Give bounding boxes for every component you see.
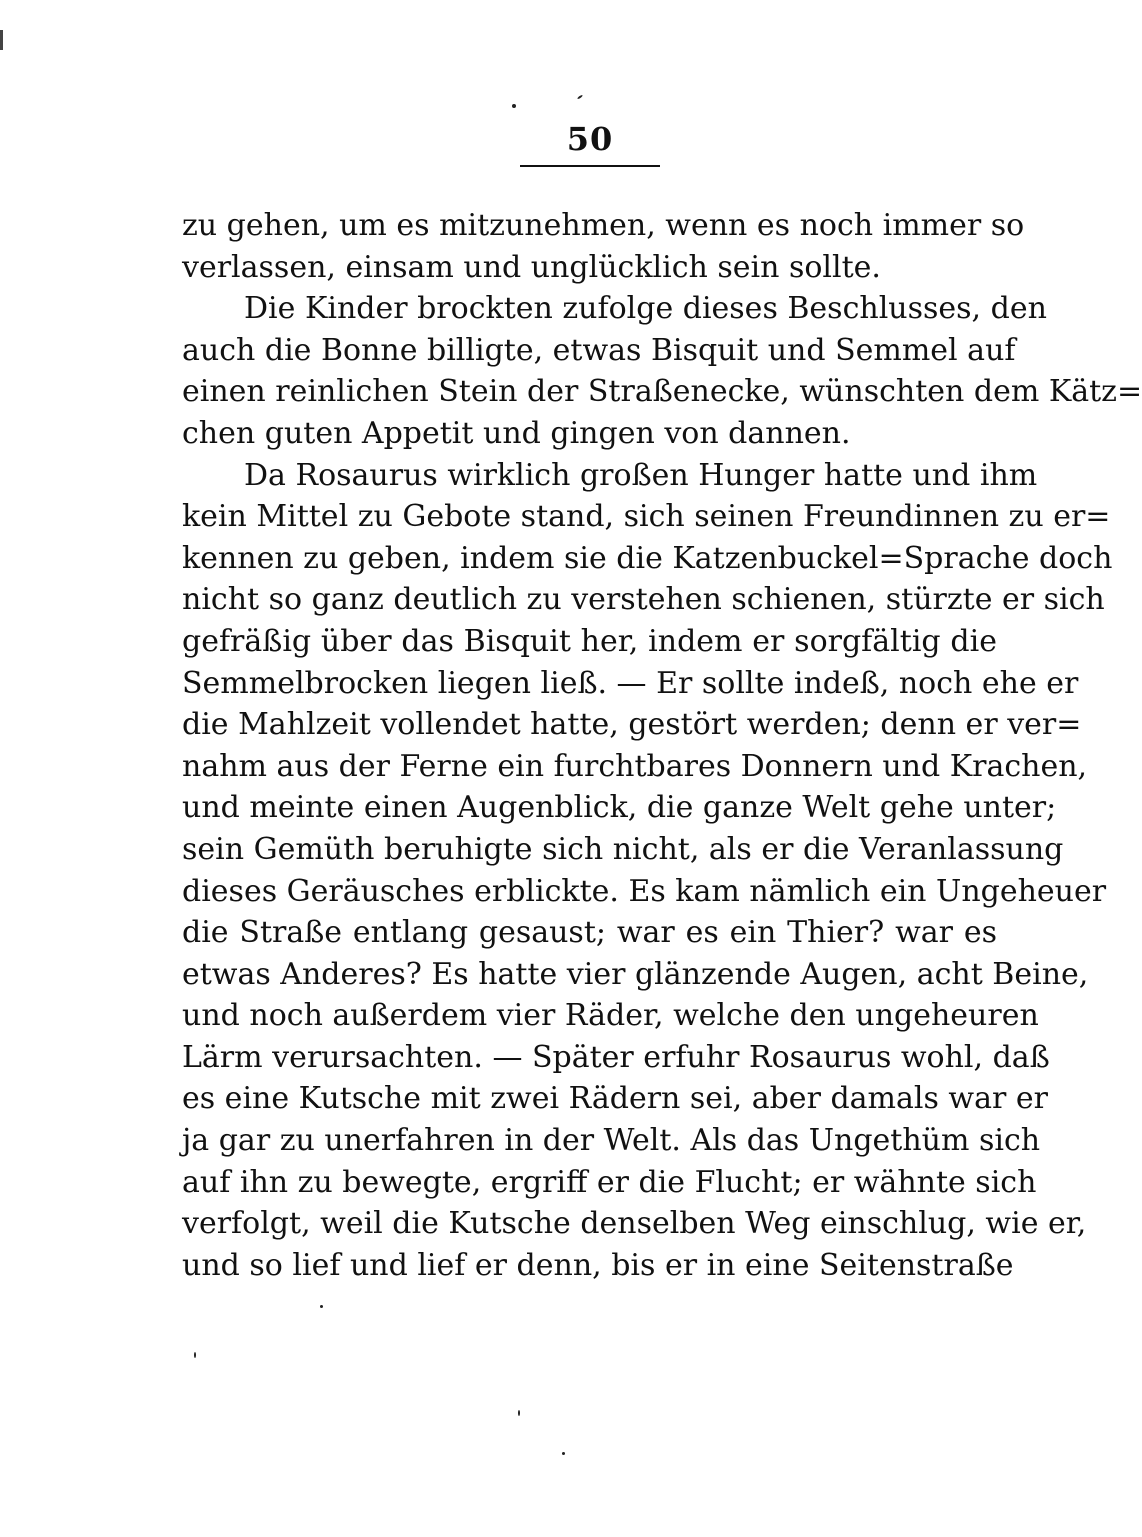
page-number-rule: [520, 165, 660, 167]
text-line: verlassen, einsam und unglücklich sein sollte.: [182, 249, 881, 285]
text-line: und meinte einen Augenblick, die ganze Welt gehe unter;: [182, 790, 1057, 826]
scan-speck: [562, 1452, 565, 1455]
text-line: ja gar zu unerfahren in der Welt. Als das Ungethüm sich: [182, 1123, 1041, 1159]
page-number: 50: [566, 120, 614, 158]
text-line: nicht so ganz deutlich zu verstehen schienen, stürzte er sich: [182, 582, 1105, 618]
text-line: auf ihn zu bewegte, ergriff er die Flucht; er wähnte sich: [182, 1164, 1037, 1200]
text-line: es eine Kutsche mit zwei Rädern sei, aber damals war er: [182, 1081, 1048, 1117]
text-line: Die Kinder brockten zufolge dieses Beschlusses, den: [244, 291, 1047, 327]
scan-speck: [518, 1410, 520, 1416]
scan-speck: [577, 94, 583, 99]
text-line: dieses Geräusches erblickte. Es kam nämlich ein Ungeheuer: [182, 873, 1107, 909]
text-line: zu gehen, um es mitzunehmen, wenn es noch immer so: [182, 208, 1025, 243]
text-line: und so lief und lief er denn, bis er in eine Seitenstraße: [182, 1247, 1014, 1283]
scan-edge-mark: [0, 30, 3, 50]
text-line: Lärm verursachten. — Später erfuhr Rosaurus wohl, daß: [182, 1039, 1050, 1075]
text-line: die Mahlzeit vollendet hatte, gestört werden; denn er ver=: [182, 707, 1082, 743]
text-line: und noch außerdem vier Räder, welche den ungeheuren: [182, 998, 1039, 1034]
text-line: die Straße entlang gesaust; war es ein Thier? war es: [182, 915, 997, 951]
text-line: gefräßig über das Bisquit her, indem er sorgfältig die: [182, 623, 997, 659]
text-line: verfolgt, weil die Kutsche denselben Weg einschlug, wie er,: [182, 1206, 1087, 1242]
text-line: kein Mittel zu Gebote stand, sich seinen Freundinnen zu er=: [182, 499, 1111, 535]
scan-speck: [512, 104, 516, 108]
text-line: einen reinlichen Stein der Straßenecke, wünschten dem Kätz=: [182, 374, 1142, 410]
scan-speck: [194, 1352, 196, 1358]
body-text: [182, 205, 1142, 1286]
text-line: sein Gemüth beruhigte sich nicht, als er die Veranlassung: [182, 831, 1064, 867]
text-line: Da Rosaurus wirklich großen Hunger hatte und ihm: [244, 457, 1038, 493]
scan-speck: [320, 1305, 323, 1308]
text-line: chen guten Appetit und gingen von dannen.: [182, 415, 851, 451]
text-line: kennen zu geben, indem sie die Katzenbuckel=Sprache doch: [182, 540, 1113, 576]
text-line: etwas Anderes? Es hatte vier glänzende Augen, acht Beine,: [182, 956, 1089, 992]
text-line: nahm aus der Ferne ein furchtbares Donnern und Krachen,: [182, 748, 1088, 784]
text-line: auch die Bonne billigte, etwas Bisquit und Semmel auf: [182, 332, 1016, 368]
text-line: Semmelbrocken liegen ließ. — Er sollte indeß, noch ehe er: [182, 665, 1079, 701]
